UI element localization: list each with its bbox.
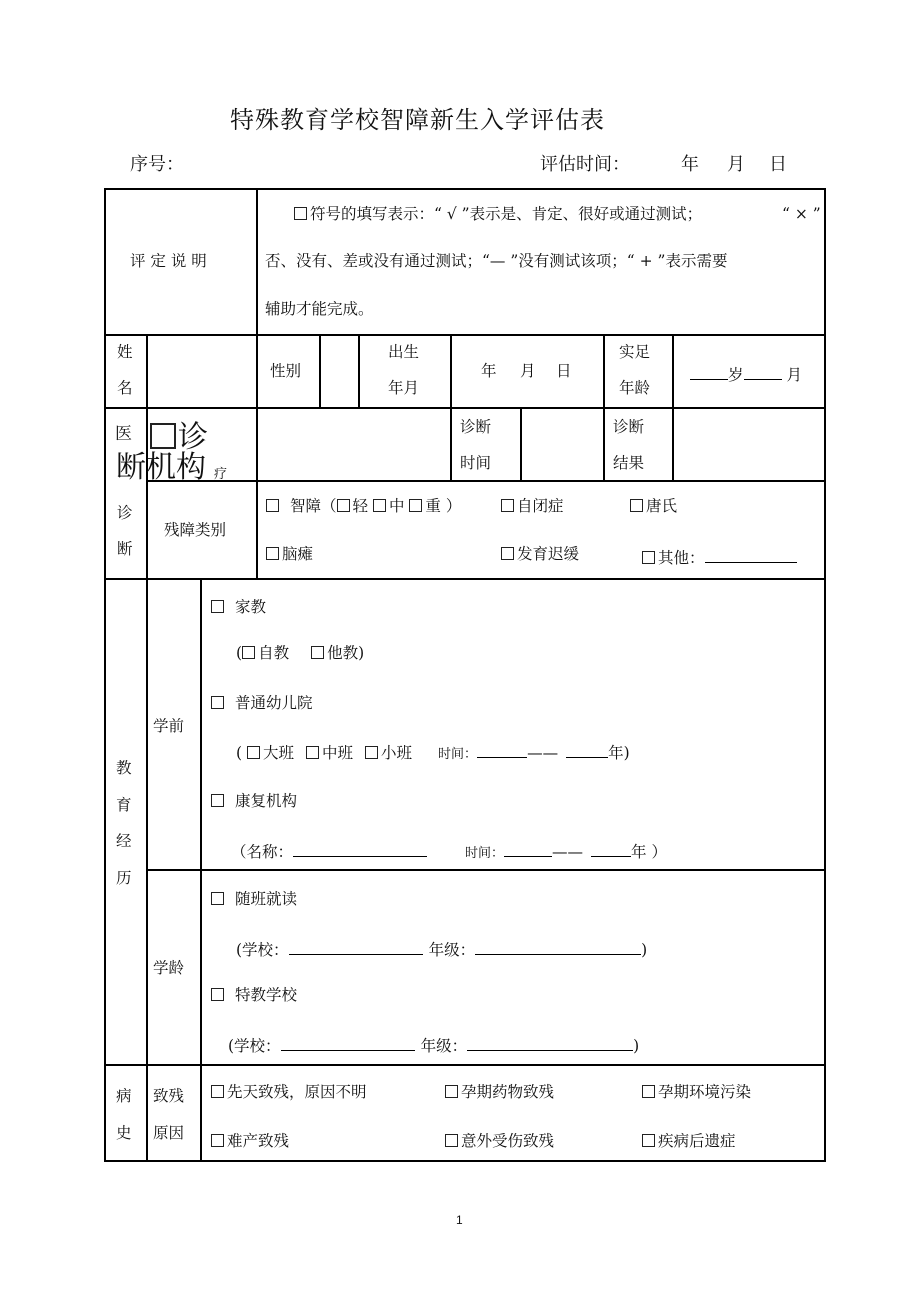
- cause-congenital: 先天致残，原因不明: [211, 1085, 367, 1101]
- opt-regular-sub: (学校： 年级： ): [236, 941, 648, 959]
- regular-school-blank[interactable]: [289, 939, 423, 955]
- checkbox-icon[interactable]: [247, 746, 260, 759]
- birth-label-b: 年月: [388, 379, 420, 397]
- cause-drug: 孕期药物致残: [445, 1085, 554, 1101]
- explain-line-2: 否、没有、差或没有通过测试；“— ”没有测试该项；“ + ”表示需要: [265, 252, 728, 270]
- kinder-start-blank[interactable]: [477, 742, 527, 758]
- education-label-3: 经: [116, 832, 132, 850]
- history-label-a: 病: [116, 1087, 132, 1105]
- checkbox-icon[interactable]: [242, 646, 255, 659]
- checkbox-icon[interactable]: [630, 499, 643, 512]
- option-autism: 自闭症: [501, 499, 564, 515]
- age-label-a: 实足: [619, 343, 651, 361]
- checkbox-icon[interactable]: [306, 746, 319, 759]
- opt-home-sub: ( 自教 他教): [236, 644, 365, 662]
- diag-time-label-b: 时间: [460, 454, 492, 472]
- checkbox-icon[interactable]: [211, 988, 224, 1001]
- page-title: 特殊教育学校智障新生入学评估表: [230, 106, 605, 134]
- birth-year: 年: [481, 362, 497, 380]
- preschool-label: 学前: [153, 717, 185, 735]
- age-label-b: 年龄: [619, 379, 651, 397]
- education-label-2: 育: [116, 796, 132, 814]
- explain-line-1-end: “ × ”: [782, 205, 821, 223]
- name-label-a: 姓: [117, 343, 133, 361]
- special-grade-blank[interactable]: [467, 1035, 633, 1051]
- opt-kinder: 普通幼儿院: [211, 696, 313, 712]
- option-delay: 发育迟缓: [501, 547, 579, 563]
- birth-month: 月: [520, 362, 536, 380]
- medical-label-b: 诊: [117, 504, 133, 522]
- opt-rehab-sub: （名称： 时间： —— 年 ）: [231, 843, 667, 861]
- cause-label-a: 致残: [153, 1087, 185, 1105]
- age-field: 岁 月: [690, 364, 802, 384]
- history-label-b: 史: [116, 1124, 132, 1142]
- age-years-blank[interactable]: [690, 364, 728, 380]
- cause-pollution: 孕期环境污染: [642, 1085, 751, 1101]
- page-number: 1: [456, 1213, 463, 1227]
- serial-label: 序号：: [130, 154, 184, 175]
- option-id: 智障（ 轻 中 重 ）: [266, 499, 461, 515]
- rehab-start-blank[interactable]: [504, 841, 552, 857]
- checkbox-icon[interactable]: [211, 892, 224, 905]
- assessment-day: 日: [769, 154, 787, 175]
- opt-kinder-sub: ( 大班 中班 小班 时间： —— 年): [236, 744, 630, 762]
- kinder-end-blank[interactable]: [566, 742, 608, 758]
- opt-special: 特教学校: [211, 988, 297, 1004]
- checkbox-icon[interactable]: [642, 551, 655, 564]
- checkbox-icon[interactable]: [642, 1085, 655, 1098]
- explain-label: 评 定 说 明: [130, 252, 207, 270]
- rehab-end-blank[interactable]: [591, 841, 631, 857]
- opt-rehab: 康复机构: [211, 794, 297, 810]
- inst-label-2: 断机构: [116, 450, 206, 485]
- checkbox-icon[interactable]: [337, 499, 350, 512]
- cause-dystocia: 难产致残: [211, 1134, 289, 1150]
- checkbox-icon[interactable]: [501, 547, 514, 560]
- option-down: 唐氏: [630, 499, 677, 515]
- checkbox-icon[interactable]: [445, 1134, 458, 1147]
- checkbox-icon[interactable]: [211, 794, 224, 807]
- opt-regular: 随班就读: [211, 892, 297, 908]
- checkbox-icon[interactable]: [211, 1085, 224, 1098]
- birth-day: 日: [556, 362, 572, 380]
- medical-label-a: 医: [115, 424, 132, 444]
- checkbox-icon[interactable]: [373, 499, 386, 512]
- checkbox-icon: [150, 423, 176, 449]
- special-school-blank[interactable]: [281, 1035, 415, 1051]
- checkbox-icon[interactable]: [409, 499, 422, 512]
- checkbox-icon[interactable]: [211, 1134, 224, 1147]
- checkbox-icon[interactable]: [445, 1085, 458, 1098]
- diag-result-label-a: 诊断: [613, 418, 645, 436]
- checkbox-icon[interactable]: [266, 547, 279, 560]
- checkbox-icon[interactable]: [211, 696, 224, 709]
- option-cp: 脑瘫: [266, 547, 313, 563]
- birth-label-a: 出生: [388, 343, 420, 361]
- diag-time-label-a: 诊断: [460, 418, 492, 436]
- education-label-4: 历: [116, 869, 132, 887]
- explain-line-3: 辅助才能完成。: [265, 300, 374, 318]
- explain-line-1: 符号的填写表示：“ √ ”表示是、肯定、很好或通过测试；: [294, 207, 702, 223]
- assessment-time-label: 评估时间：: [540, 154, 630, 175]
- option-other: 其他：: [642, 547, 797, 567]
- inst-label-1: 诊: [150, 423, 208, 453]
- assessment-year: 年: [681, 154, 699, 175]
- cause-sequela: 疾病后遗症: [642, 1134, 736, 1150]
- rehab-name-blank[interactable]: [293, 841, 427, 857]
- age-months-blank[interactable]: [744, 364, 782, 380]
- assessment-month: 月: [727, 154, 745, 175]
- checkbox-icon: [294, 207, 307, 220]
- opt-special-sub: (学校： 年级： ): [228, 1037, 640, 1055]
- inst-label-small: 疗: [214, 467, 228, 482]
- checkbox-icon[interactable]: [311, 646, 324, 659]
- checkbox-icon[interactable]: [501, 499, 514, 512]
- checkbox-icon[interactable]: [211, 600, 224, 613]
- school-age-label: 学龄: [153, 959, 185, 977]
- sex-label: 性别: [270, 362, 302, 380]
- disability-type-label: 残障类别: [164, 521, 227, 539]
- other-blank[interactable]: [705, 547, 797, 563]
- checkbox-icon[interactable]: [642, 1134, 655, 1147]
- assessment-form-table: [104, 188, 825, 1162]
- checkbox-icon[interactable]: [365, 746, 378, 759]
- checkbox-icon[interactable]: [266, 499, 279, 512]
- cause-label-b: 原因: [153, 1124, 185, 1142]
- diag-result-label-b: 结果: [613, 454, 645, 472]
- medical-label-c: 断: [117, 540, 133, 558]
- education-label-1: 教: [116, 759, 132, 777]
- cause-accident: 意外受伤致残: [445, 1134, 554, 1150]
- regular-grade-blank[interactable]: [475, 939, 641, 955]
- opt-home: 家教: [211, 600, 266, 616]
- name-label-b: 名: [117, 379, 133, 397]
